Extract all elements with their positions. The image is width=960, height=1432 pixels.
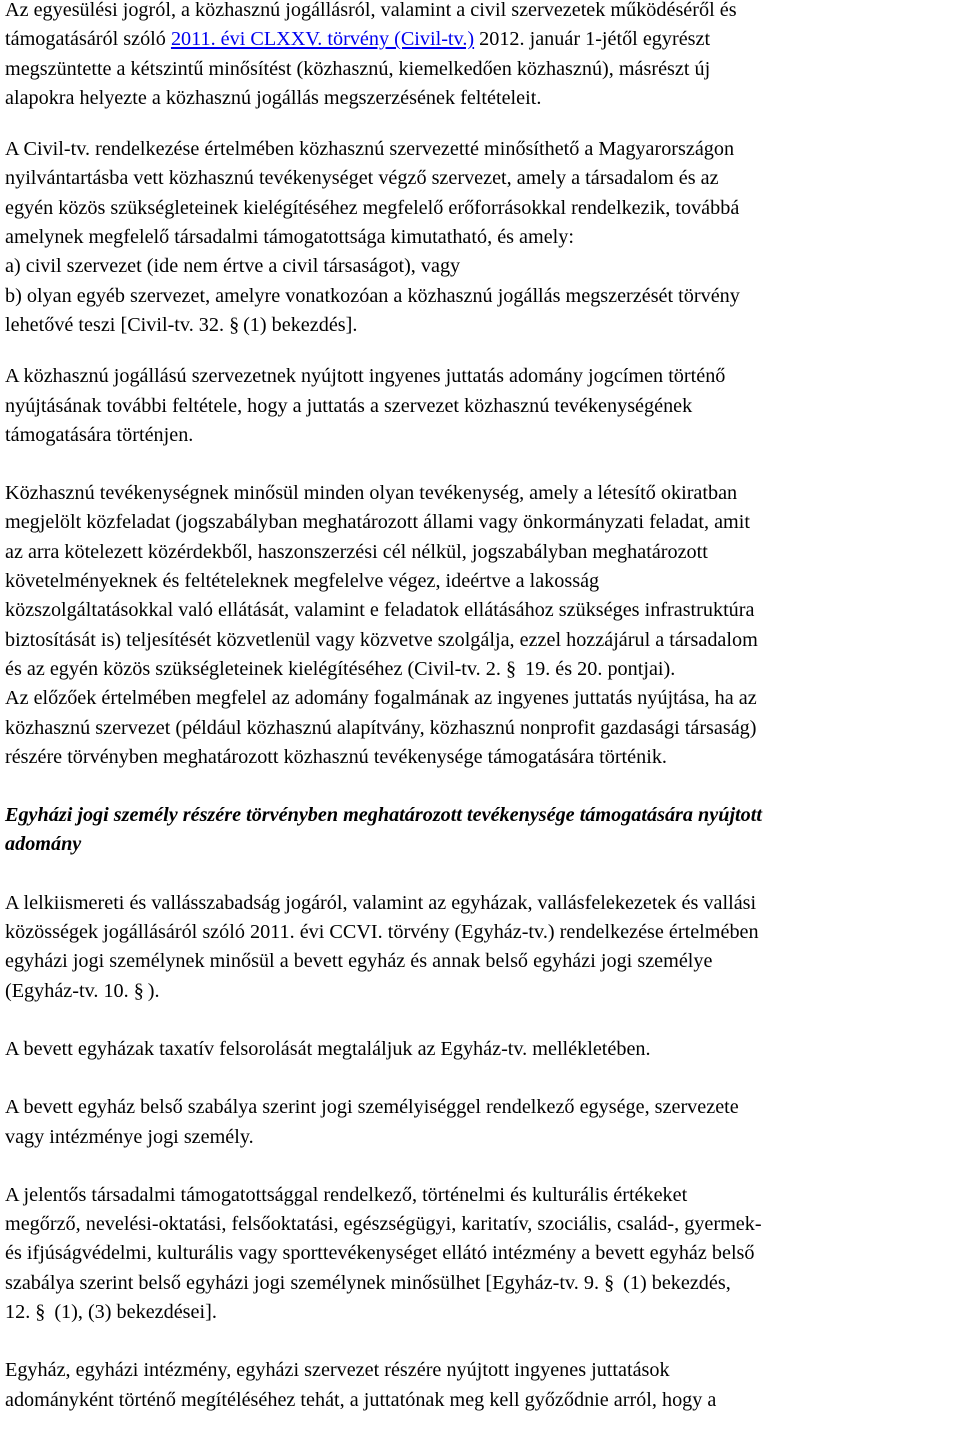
text-fragment: 2012. január 1-jétől egyrészt (474, 28, 711, 51)
section-symbol: § (35, 1300, 46, 1323)
text-fragment: 19. és 20. pontjai). (525, 657, 676, 680)
text-line: alapokra helyezte a közhasznú jogállás megszerzésének feltételeit. (5, 86, 542, 109)
text-line (5, 977, 957, 1006)
church-list-paragraph (5, 1035, 957, 1064)
text-line: A közhasznú jogállású szervezetnek nyújtott ingyenes juttatás adomány jogcímen történő (5, 365, 726, 388)
donation-paragraph (5, 362, 957, 450)
public-benefit-activity-paragraph (5, 479, 957, 772)
text-fragment: (1) bekezdés]. (243, 313, 358, 336)
text-fragment: ). (147, 979, 160, 1002)
text-line: támogatására történjen. (5, 423, 194, 446)
text-line: közhasznú szervezet (például közhasznú alapítvány, közhasznú nonprofit gazdasági társaság) (5, 716, 757, 739)
conclusion-paragraph (5, 1356, 957, 1415)
text-line: nyilvántartásba vett közhasznú tevékenységet végző szervezet, amely a társadalom és az (5, 167, 719, 190)
church-institution-paragraph (5, 1181, 957, 1327)
text-fragment: (Egyház-tv. 10. (5, 979, 129, 1002)
text-line: egyén közös szükségleteinek kielégítéséhez megfelelő erőforrásokkal rendelkezik, továbbá (5, 196, 740, 219)
intro-paragraph (5, 0, 957, 113)
text-line: amelynek megfelelő társadalmi támogatottsága kimutatható, és amely: (5, 226, 574, 249)
text-line (5, 311, 957, 340)
text-line: vagy intézménye jogi személy. (5, 1125, 254, 1148)
text-fragment: lehetővé teszi [Civil-tv. 32. (5, 313, 225, 336)
text-fragment: és az egyén közös szükségleteinek kielégítéséhez (Civil-tv. 2. (5, 657, 501, 680)
text-fragment: 12. (5, 1300, 31, 1323)
text-line: az arra kötelezett közérdekből, haszonszerzési cél nélkül, jogszabályban meghatározott (5, 540, 708, 563)
text-line: A jelentős társadalmi támogatottsággal rendelkező, történelmi és kulturális értékeket (5, 1183, 688, 1206)
document-page (5, 0, 957, 1415)
text-fragment: szabálya szerint belső egyházi jogi személynek minősülhet [Egyház-tv. 9. (5, 1271, 600, 1294)
text-fragment: (1) bekezdés, (623, 1271, 731, 1294)
text-line (5, 655, 957, 684)
text-line: Az előzőek értelmében megfelel az adomány fogalmának az ingyenes juttatás nyújtása, ha az (5, 687, 757, 710)
civil-law-link[interactable]: 2011. évi CLXXV. törvény (Civil-tv.) (170, 28, 475, 51)
section-heading (5, 801, 957, 860)
civil-tv-paragraph (5, 135, 957, 340)
text-line: megszüntette a kétszintű minősítést (közhasznú, kiemelkedően közhasznú), másrészt új (5, 57, 711, 80)
text-line: Egyház, egyházi intézmény, egyházi szervezet részére nyújtott ingyenes juttatások (5, 1359, 670, 1382)
text-line: részére törvényben meghatározott közhasznú tevékenysége támogatására történik. (5, 745, 667, 768)
text-line: megőrző, nevelési-oktatási, felsőoktatási, egészségügyi, karitatív, szociális, család-, gyermek- (5, 1213, 762, 1236)
text-fragment: támogatásáról szóló (5, 28, 171, 51)
text-line: biztosítását is) teljesítését közvetlenül vagy közvetve szolgálja, ezzel hozzájárul a társadalom (5, 628, 758, 651)
church-law-paragraph (5, 889, 957, 1006)
section-symbol: § (133, 979, 144, 1002)
text-line (5, 1298, 957, 1327)
text-line (5, 25, 957, 54)
section-symbol: § (229, 313, 240, 336)
text-line: egyházi jogi személynek minősül a bevett egyház és annak belső egyházi jogi személye (5, 950, 713, 973)
text-line: A Civil-tv. rendelkezése értelmében közhasznú szervezetté minősíthető a Magyarországon (5, 138, 735, 161)
section-symbol: § (505, 657, 517, 680)
text-line: Közhasznú tevékenységnek minősül minden olyan tevékenység, amely a létesítő okiratban (5, 482, 738, 505)
text-fragment: (1), (3) bekezdései]. (54, 1300, 217, 1323)
list-item-b: b) olyan egyéb szervezet, amelyre vonatkozóan a közhasznú jogállás megszerzését törvény (5, 284, 740, 307)
text-line: közszolgáltatásokkal való ellátását, valamint e feladatok ellátásához szükséges infrastruktúra (5, 599, 755, 622)
list-item-a: a) civil szervezet (ide nem értve a civil társaságot), vagy (5, 255, 461, 278)
section-symbol: § (604, 1271, 615, 1294)
text-line: követelményeknek és feltételeknek megfelelve végez, ideértve a lakosság (5, 570, 600, 593)
text-line: A lelkiismereti és vallásszabadság jogáról, valamint az egyházak, vallásfelekezetek és vallási (5, 891, 757, 914)
text-line: közösségek jogállásáról szóló 2011. évi CCVI. törvény (Egyház-tv.) rendelkezése értelmében (5, 921, 759, 944)
text-line (5, 1269, 957, 1298)
heading-line: Egyházi jogi személy részére törvényben meghatározott tevékenysége támogatására nyújtott (5, 804, 762, 827)
text-line: Az egyesülési jogról, a közhasznú jogállásról, valamint a civil szervezetek működéséről és (5, 0, 737, 21)
text-line: adományként történő megítéléséhez tehát, a juttatónak meg kell győződnie arról, hogy a (5, 1388, 717, 1411)
heading-line: adomány (5, 833, 82, 856)
text-line: megjelölt közfeladat (jogszabályban meghatározott állami vagy önkormányzati feladat, amit (5, 511, 750, 534)
text-line: nyújtásának további feltétele, hogy a juttatás a szervezet közhasznú tevékenységének (5, 394, 693, 417)
text-line: A bevett egyházak taxatív felsorolását megtaláljuk az Egyház-tv. mellékletében. (5, 1037, 651, 1060)
text-line: A bevett egyház belső szabálya szerint jogi személyiséggel rendelkező egysége, szervezete (5, 1096, 739, 1119)
church-unit-paragraph (5, 1093, 957, 1152)
text-line: és ifjúságvédelmi, kulturális vagy sporttevékenységet ellátó intézmény a bevett egyház belső (5, 1242, 755, 1265)
